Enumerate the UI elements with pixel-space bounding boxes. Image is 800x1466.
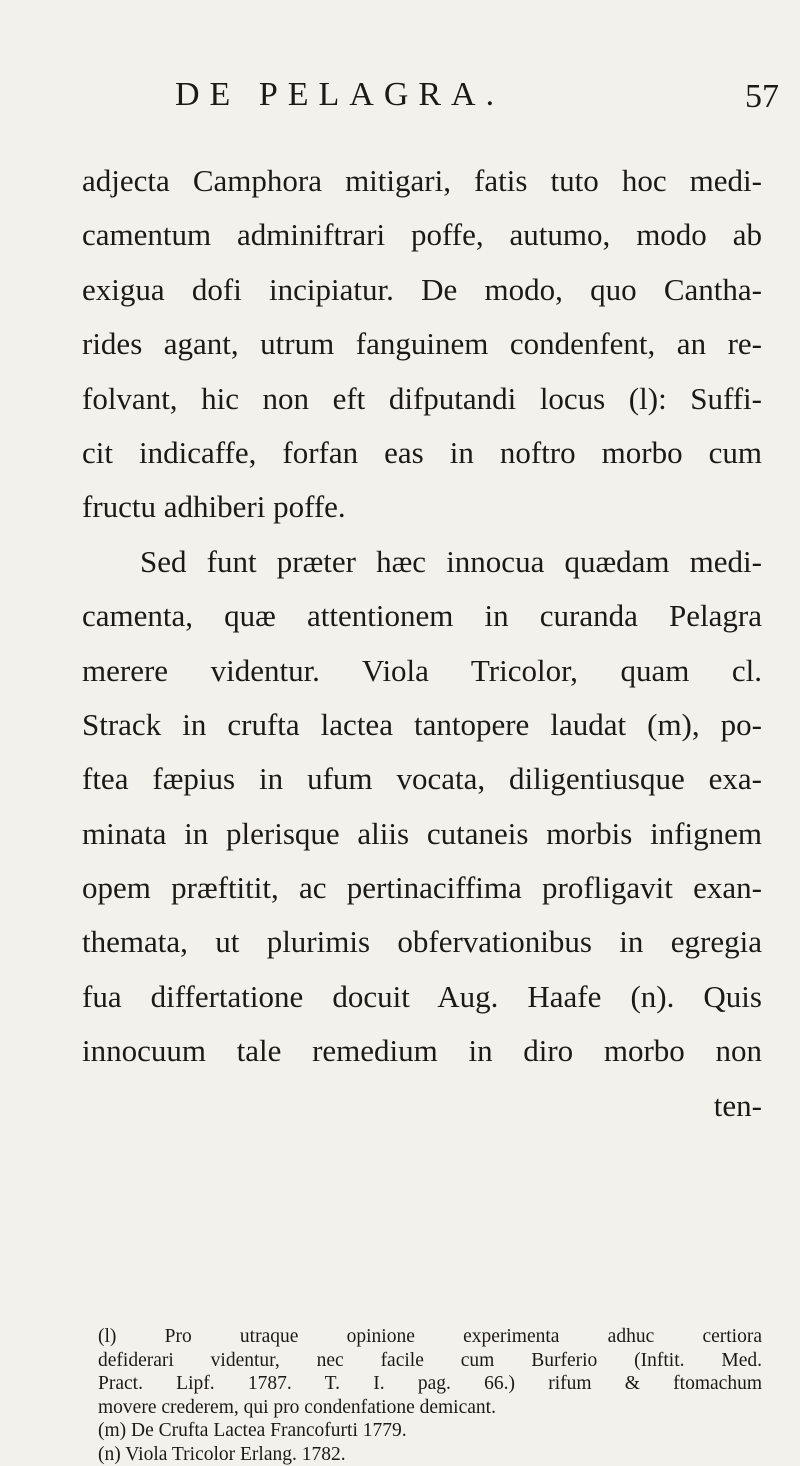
text-line: fua differtatione docuit Aug. Haafe (n). Quis xyxy=(82,970,762,1024)
text-line: folvant, hic non eft difputandi locus (l): Suffi- xyxy=(82,372,762,426)
text-line: camenta, quæ attentionem in curanda Pelagra xyxy=(82,589,762,643)
footnote-line: defiderari videntur, nec facile cum Burferio (Inftit. Med. xyxy=(98,1349,762,1373)
page-header xyxy=(0,76,800,120)
text-line: merere videntur. Viola Tricolor, quam cl. xyxy=(82,644,762,698)
running-title: DE PELAGRA. xyxy=(175,76,504,114)
text-line: exigua dofi incipiatur. De modo, quo Cantha- xyxy=(82,263,762,317)
text-line: fructu adhiberi poffe. xyxy=(82,480,762,534)
text-line: opem præftitit, ac pertinaciffima profligavit exan- xyxy=(82,861,762,915)
footnote-line: movere crederem, qui pro condenfatione demicant. xyxy=(98,1396,762,1420)
text-line: camentum adminiftrari poffe, autumo, modo ab xyxy=(82,208,762,262)
text-line: ftea fæpius in ufum vocata, diligentiusque exa- xyxy=(82,752,762,806)
footnote-line: (l) Pro utraque opinione experimenta adhuc certiora xyxy=(98,1325,762,1349)
text-line: rides agant, utrum fanguinem condenfent, an re- xyxy=(82,317,762,371)
text-line: Strack in crufta lactea tantopere laudat (m), po- xyxy=(82,698,762,752)
text-line: minata in plerisque aliis cutaneis morbis infignem xyxy=(82,807,762,861)
text-line: Sed funt præter hæc innocua quædam medi- xyxy=(82,535,762,589)
catchword: ten- xyxy=(82,1079,762,1133)
text-line: adjecta Camphora mitigari, fatis tuto hoc medi- xyxy=(82,154,762,208)
page-number: 57 xyxy=(745,78,779,116)
text-line: themata, ut plurimis obfervationibus in egregia xyxy=(82,915,762,969)
footnotes xyxy=(98,1325,762,1466)
main-text xyxy=(82,154,762,1133)
footnote-line: (m) De Crufta Lactea Francofurti 1779. xyxy=(98,1419,762,1443)
text-line: cit indicaffe, forfan eas in noftro morbo cum xyxy=(82,426,762,480)
footnote-line: Pract. Lipf. 1787. T. I. pag. 66.) rifum & ftomachum xyxy=(98,1372,762,1396)
text-line: innocuum tale remedium in diro morbo non xyxy=(82,1024,762,1078)
footnote-line: (n) Viola Tricolor Erlang. 1782. xyxy=(98,1443,762,1466)
